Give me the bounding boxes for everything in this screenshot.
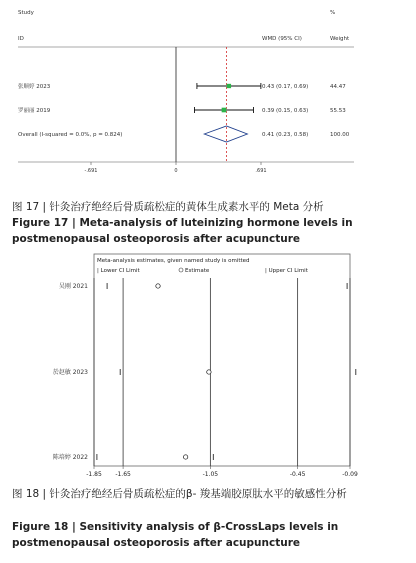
sensitivity-axis-tick-label: -0.09 [342,471,358,478]
sensitivity-study-label: 吴刚 2021 [58,283,88,290]
forest-header-id: ID [18,36,24,42]
sensitivity-estimate-marker [156,284,160,288]
forest-header-study: Study [18,10,34,16]
forest-ci-text: 0.43 (0.17, 0.69) [262,84,309,90]
sensitivity-axis-tick-label: -1.05 [202,471,219,478]
figure-18-caption-en: Figure 18 | Sensitivity analysis of β-CrossLaps levels in postmenopausal osteoporosis after acupuncture [12,521,339,549]
forest-header-wmd: WMD (95% CI) [262,36,302,42]
forest-axis-tick-label: 0 [174,168,178,174]
forest-overall-label: Overall (I-squared = 0.0%, p = 0.824) [18,132,123,138]
forest-study-label: 罗丽丽 2019 [18,108,51,114]
forest-header-pct: % [330,10,336,16]
sensitivity-study-label: 於赵敏 2023 [52,369,88,376]
figure-17-caption-en: Figure 17 | Meta-analysis of luteinizing hormone levels in postmenopausal osteoporosis after acupuncture [12,217,353,245]
figure-17-caption-cn: 图 17 | 针灸治疗绝经后骨质疏松症的黄体生成素水平的 Meta 分析 [12,201,324,213]
sensitivity-frame [94,254,350,466]
sensitivity-axis-tick-label: -1.65 [115,471,131,478]
sensitivity-title: Meta-analysis estimates, given named study is omitted [97,258,250,264]
forest-header-weight: Weight [330,36,350,42]
forest-ci-text: 0.39 (0.15, 0.63) [262,108,309,114]
forest-point-marker [222,108,227,113]
forest-overall-ci-text: 0.41 (0.23, 0.58) [262,132,309,138]
forest-point-marker [227,84,231,88]
legend-estimate-marker [179,268,183,272]
legend-upper: | Upper CI Limit [265,268,308,274]
forest-axis-tick-label: -.691 [84,168,98,174]
forest-plot [0,0,416,200]
forest-study-label: 张顺婷 2023 [18,84,51,90]
forest-overall-weight-text: 100.00 [330,132,350,138]
sensitivity-estimate-marker [183,455,187,459]
sensitivity-axis-tick-label: -1.85 [86,471,102,478]
legend-estimate: Estimate [185,268,210,274]
sensitivity-axis-tick-label: -0.45 [289,471,306,478]
legend-lower: | Lower CI Limit [97,268,140,274]
sensitivity-plot [0,252,416,482]
forest-axis-tick-label: .691 [255,168,267,174]
sensitivity-estimate-marker [207,370,211,374]
forest-weight-text: 44.47 [330,84,346,90]
forest-overall-diamond [204,126,247,142]
sensitivity-study-label: 陈培婷 2022 [52,454,88,461]
figure-18-caption-cn: 图 18 | 针灸治疗绝经后骨质疏松症的β- 羧基端胶原肽水平的敏感性分析 [12,488,347,500]
forest-weight-text: 55.53 [330,108,346,114]
